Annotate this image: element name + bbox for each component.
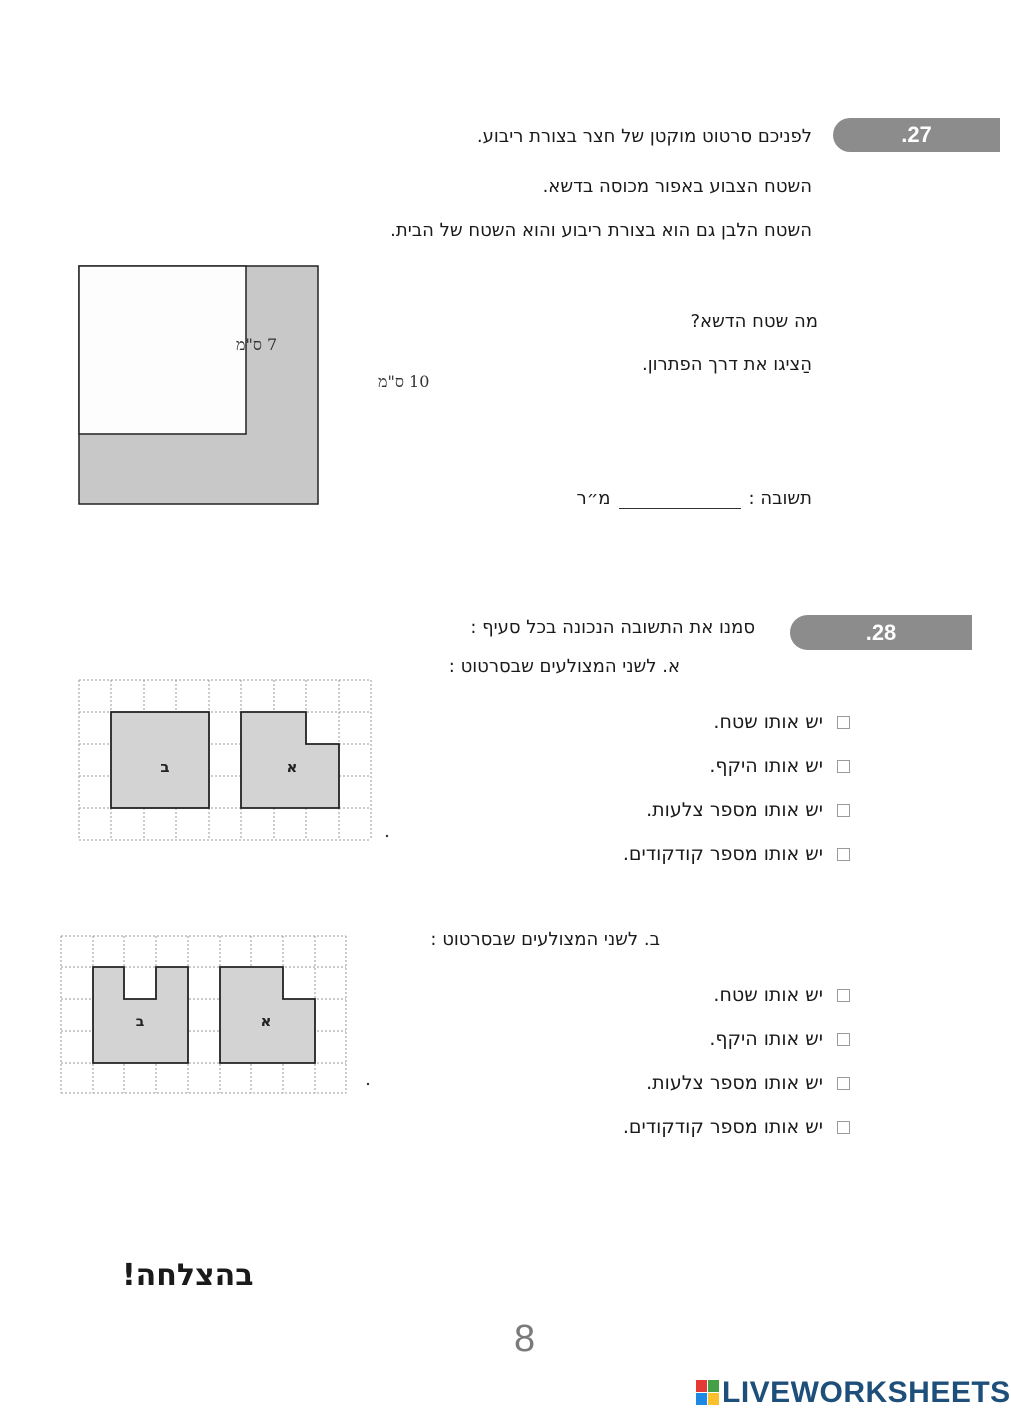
- checkbox-a-3[interactable]: [837, 804, 850, 817]
- inner-side-label: 7 ס"מ: [236, 335, 278, 354]
- option-b-4[interactable]: [623, 1116, 850, 1138]
- shape-alef-a-label: א: [286, 758, 298, 776]
- answer-unit: מ״ר: [576, 488, 611, 509]
- outer-side-label: 10 ס"מ: [378, 372, 430, 391]
- question-27-badge: [833, 118, 1000, 152]
- yard-diagram: [70, 260, 430, 512]
- grid-diagram-b: [58, 934, 378, 1099]
- option-a-1[interactable]: [713, 711, 850, 733]
- option-a-4-label: יש אותו מספר קודקודים.: [622, 843, 823, 865]
- q28-part-b-title: ב. לשני המצולעים שבסרטוט :: [430, 929, 660, 950]
- checkbox-b-2[interactable]: [837, 1033, 850, 1046]
- question-27-number: .27: [901, 122, 932, 147]
- page-number: 8: [514, 1318, 536, 1360]
- q27-instruction: הַציגו את דרך הפתרון.: [642, 354, 812, 375]
- house-inner-square: [79, 266, 246, 434]
- shape-bet-a-label: ב: [160, 758, 170, 776]
- checkbox-a-4[interactable]: [837, 848, 850, 861]
- brand-name: LIVEWORKSHEETS: [722, 1376, 1011, 1409]
- answer-input-line[interactable]: [619, 490, 741, 509]
- option-a-4[interactable]: [623, 843, 850, 865]
- q27-line3: השטח הלבן גם הוא בצורת ריבוע והוא השטח של הבית.: [390, 220, 812, 241]
- q27-line2: השטח הצבוע באפור מכוסה בדשא.: [542, 176, 812, 197]
- option-b-4-label: יש אותו מספר קודקודים.: [622, 1116, 823, 1138]
- shape-alef-b-label: א: [260, 1012, 272, 1030]
- option-a-2-label: יש אותו היקף.: [709, 755, 823, 777]
- checkbox-a-2[interactable]: [837, 760, 850, 773]
- checkbox-a-1[interactable]: [837, 716, 850, 729]
- closing-text: בהצלחה!: [122, 1258, 254, 1293]
- q27-line1: לפניכם סרטוט מוקטן של חצר בצורת ריבוע.: [476, 126, 812, 147]
- option-a-2[interactable]: [709, 755, 850, 777]
- option-a-3-label: יש אותו מספר צלעות.: [646, 799, 823, 821]
- option-a-1-label: יש אותו שטח.: [713, 711, 823, 733]
- q27-question: מה שטח הדשא?: [690, 311, 818, 332]
- q27-answer-row: [577, 488, 812, 509]
- checkbox-b-4[interactable]: [837, 1121, 850, 1134]
- checkbox-b-1[interactable]: [837, 989, 850, 1002]
- shape-bet-b-label: ב: [135, 1014, 145, 1030]
- option-b-3[interactable]: [646, 1072, 850, 1094]
- answer-label: תשובה :: [748, 488, 812, 509]
- option-b-2[interactable]: [709, 1028, 850, 1050]
- option-b-3-label: יש אותו מספר צלעות.: [646, 1072, 823, 1094]
- q28-part-a-title: א. לשני המצולעים שבסרטוט :: [448, 656, 680, 677]
- question-28-number: .28: [865, 619, 897, 645]
- option-b-1-label: יש אותו שטח.: [713, 984, 823, 1006]
- option-b-1[interactable]: [713, 984, 850, 1006]
- liveworksheets-logo-icon: [696, 1380, 720, 1406]
- footer-brand: [696, 1376, 1011, 1410]
- option-b-2-label: יש אותו היקף.: [709, 1028, 823, 1050]
- grid-diagram-a: [77, 678, 397, 848]
- option-a-3[interactable]: [646, 799, 850, 821]
- checkbox-b-3[interactable]: [837, 1077, 850, 1090]
- question-28-badge: [790, 615, 972, 650]
- q28-intro: סמנו את התשובה הנכונה בכל סעיף :: [470, 617, 755, 638]
